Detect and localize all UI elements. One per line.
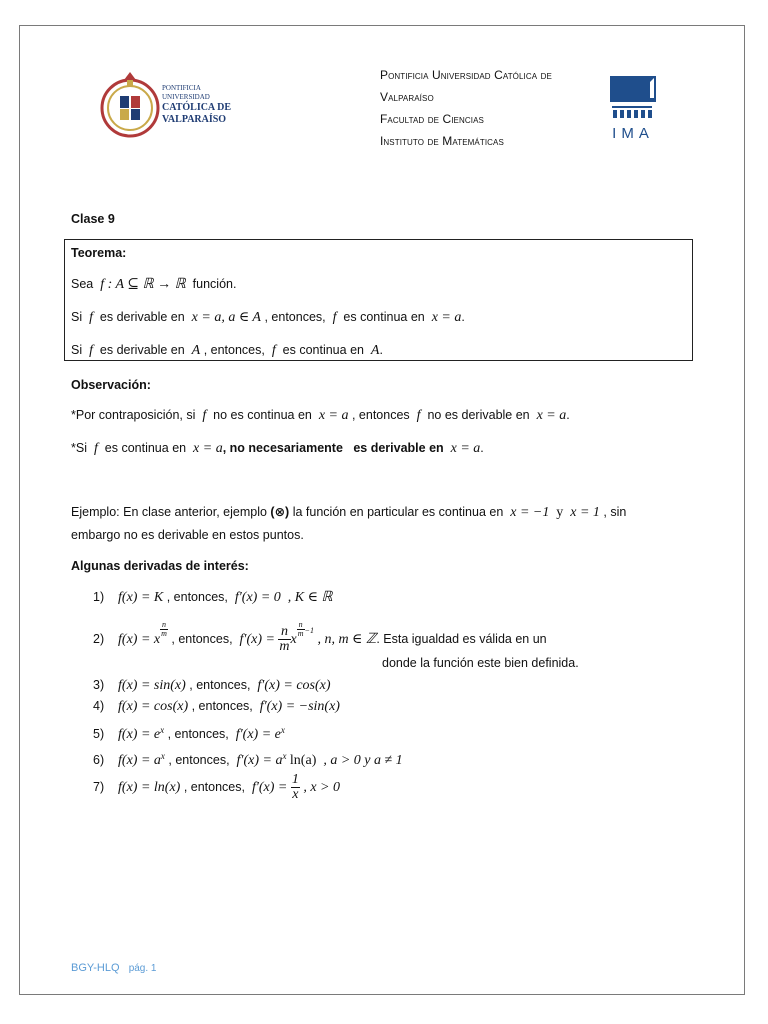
math-fraction-num: 1 (291, 772, 299, 788)
math-exponent: x (160, 725, 165, 735)
math: x = 1 (570, 505, 600, 520)
math: A (370, 343, 380, 358)
math: x (290, 632, 297, 647)
derivative-item (93, 698, 340, 715)
math: f′(x) = e (235, 727, 281, 743)
text: es derivable en (99, 343, 185, 357)
logo-text-line: PONTIFICIA (162, 84, 201, 92)
university-seal-icon (100, 68, 160, 140)
text: es derivable en (99, 310, 185, 324)
observation-title: Observación: (71, 378, 151, 392)
math: , x > 0 (303, 780, 341, 795)
text: , entonces, (171, 632, 233, 646)
class-title: Clase 9 (71, 212, 115, 226)
item-number: 3) (93, 678, 105, 692)
text: no es continua en (213, 408, 312, 422)
math: f(x) = a (118, 753, 161, 769)
math: f (332, 310, 337, 325)
theorem-line-3: Si f es derivable en A , entonces, f es continua en A. (71, 343, 383, 358)
text: *Por contraposición, si (71, 408, 196, 422)
math-fraction-den: m (279, 639, 290, 655)
derivative-item (93, 722, 285, 743)
derivative-item (93, 677, 331, 694)
math-exponent: x (160, 751, 165, 761)
math: f(x) = K (118, 590, 164, 605)
math: f′(x) = −sin(x) (259, 699, 340, 714)
math: f (271, 343, 276, 358)
math: f(x) = e (118, 727, 161, 743)
observation-1: *Por contraposición, si f no es continua en x = a , entonces f no es derivable en x = a. (71, 408, 570, 423)
text: la función en particular es continua en (292, 505, 504, 519)
math: f′(x) = 0 (234, 590, 281, 605)
observation-2: *Si f es continua en x = a, no necesariamente es derivable en x = a. (71, 441, 484, 456)
ima-logo-text: IMA (612, 125, 654, 142)
example-line-1 (71, 504, 626, 521)
math: x = a, a ∈ A (191, 310, 261, 325)
math-fraction-den: x (292, 787, 299, 803)
text: , entonces, (189, 678, 251, 692)
math-exponent-den: m (161, 629, 167, 639)
footer-author: BGY-HLQ (71, 962, 120, 974)
text: es continua en (104, 441, 187, 455)
university-logo (100, 68, 250, 142)
text: , entonces, (166, 590, 228, 604)
math: x = −1 (510, 505, 550, 520)
logo-text-line: UNIVERSIDAD (162, 93, 210, 101)
math: , a > 0 y a ≠ 1 (323, 753, 403, 769)
math: x = a (536, 408, 567, 423)
math: f(x) = ln(x) (118, 780, 181, 795)
math: f(x) = cos(x) (118, 699, 189, 714)
math: y (556, 505, 564, 520)
math-exponent-num: n (162, 620, 167, 630)
math: x = a (193, 441, 223, 456)
math-exponent: x (282, 751, 287, 761)
text: no es derivable en (427, 408, 530, 422)
math: f(x) = x (118, 632, 161, 647)
text: , entonces, (167, 727, 229, 742)
text: , entonces (351, 408, 410, 422)
math-exponent-num: n (298, 620, 303, 630)
example-line-2: embargo no es derivable en estos puntos. (71, 528, 304, 542)
text: Sea (71, 277, 94, 291)
item-number: 2) (93, 632, 105, 646)
math: f (416, 408, 421, 423)
text: Si (71, 310, 83, 324)
text: , entonces, (264, 310, 326, 324)
text: , sin (603, 505, 627, 519)
math: ln(a) (289, 753, 317, 769)
derivative-item (93, 589, 333, 606)
theorem-title: Teorema: (71, 246, 127, 260)
math: f (202, 408, 207, 423)
math-exponent: −1 (304, 626, 314, 635)
math: , K ∈ ℝ (287, 590, 333, 605)
math: x = a (318, 408, 349, 423)
math: f (89, 343, 93, 358)
math: f (93, 441, 98, 456)
math: f′(x) = (239, 632, 275, 647)
item-number: 5) (93, 727, 105, 742)
ima-logo (610, 76, 656, 142)
math: f(x) = sin(x) (118, 678, 186, 693)
math: f′(x) = a (236, 753, 283, 769)
text-bold: , no necesariamente es derivable en (222, 441, 444, 455)
math-exponent: x (280, 725, 285, 735)
text: es continua en (282, 343, 364, 357)
derivative-item (93, 748, 403, 769)
math: x = a (431, 310, 462, 325)
math: f (89, 310, 93, 325)
text: , entonces, (168, 753, 230, 768)
theorem-line-2: Si f es derivable en x = a, a ∈ A , entonces, f es continua en x = a. (71, 310, 465, 325)
logo-text-line: VALPARAÍSO (162, 114, 227, 125)
math: f′(x) = cos(x) (257, 678, 331, 693)
theorem-line-1 (71, 276, 236, 293)
item-number: 7) (93, 780, 105, 794)
math: f′(x) = (251, 780, 288, 795)
page-footer (71, 962, 157, 974)
institution-line: Facultad de Ciencias (380, 112, 484, 126)
math: A (191, 343, 201, 358)
math-function-def: f : A ⊆ ℝ → ℝ (100, 277, 186, 292)
derivatives-title: Algunas derivadas de interés: (71, 559, 249, 573)
text: es continua en (343, 310, 425, 324)
text-bold: (⊗) (270, 505, 290, 519)
institution-line: Pontificia Universidad Católica de (380, 68, 552, 82)
text: Ejemplo: En clase anterior, ejemplo (71, 505, 267, 519)
derivative-item (93, 614, 547, 655)
institution-header (380, 64, 552, 152)
derivative-item-note: donde la función este bien definida. (382, 656, 579, 670)
math: , n, m ∈ ℤ (317, 632, 377, 647)
text: , entonces, (203, 343, 265, 357)
math: x = a (450, 441, 481, 456)
text: Si (71, 343, 83, 357)
text: . Esta igualdad es válida en un (376, 632, 547, 646)
math-exponent-den: m (297, 629, 304, 639)
math-fraction-num: n (278, 625, 290, 640)
institution-line: Valparaíso (380, 90, 434, 104)
footer-page-number: pág. 1 (128, 963, 157, 974)
text: , entonces, (191, 699, 253, 713)
item-number: 6) (93, 753, 105, 768)
item-number: 4) (93, 699, 105, 713)
logo-text-line: CATÓLICA DE (162, 102, 231, 113)
text: , entonces, (183, 780, 245, 794)
ima-building-icon (610, 76, 656, 122)
text: función. (192, 277, 237, 291)
item-number: 1) (93, 590, 105, 604)
institution-line: Instituto de Matemáticas (380, 134, 504, 148)
derivative-item (93, 772, 340, 803)
text: *Si (71, 441, 87, 455)
